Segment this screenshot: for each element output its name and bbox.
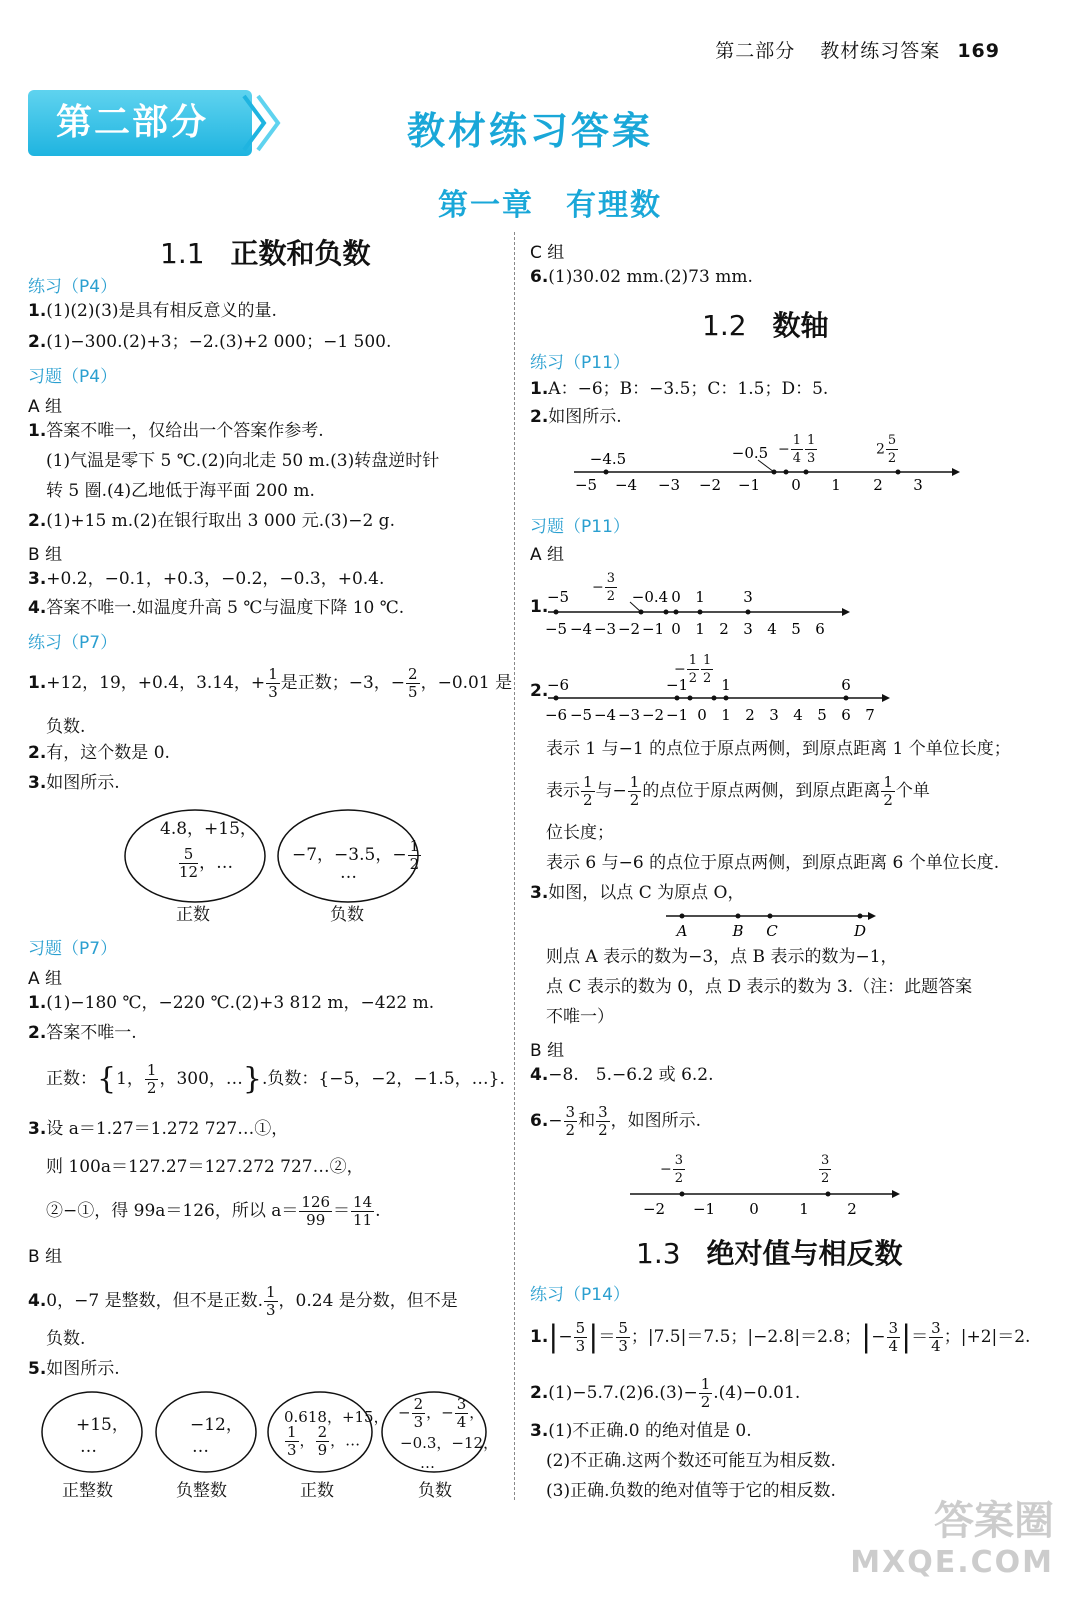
set-label: 负数 [330,905,364,925]
exercise-label: 练习（P4） [28,277,118,297]
svg-text:−2: −2 [698,476,722,494]
answer-line: 表示 1 与−1 的点位于原点两侧，到原点距离 1 个单位长度； [546,739,1011,759]
set-item: … [80,1437,97,1457]
svg-text:−5: −5 [574,476,598,494]
svg-text:0: 0 [671,588,681,606]
page-number: 169 [957,40,1000,62]
answer-line: 2.(1)+15 m.(2)在银行取出 3 000 元.(3)−2 g. [28,511,395,531]
answer-line: 则 100a＝127.2̇7̇＝127.272 727…②， [46,1157,364,1177]
svg-text:1: 1 [721,676,731,694]
svg-text:−5: −5 [544,620,568,638]
problem-label: 习题（P7） [28,939,118,959]
chevron-icon [240,90,290,156]
part-banner: 第二部分 [28,90,252,156]
answer-line: ②−①，得 99a＝126，所以 a＝ $\frac{126}{99}$ ＝ $\frac{14}{11}$ . [46,1193,381,1229]
answer-line: 3.如图所示. [28,773,120,793]
svg-text:4: 4 [767,620,777,638]
answer-line: 位长度； [546,823,614,843]
answer-line: 4.0，−7 是整数，但不是正数. $\frac{1}{3}$ ，0.24 是分数，但不是 [28,1283,458,1319]
group-label: B 组 [530,1041,565,1061]
axis-fraction: − $\frac{3}{2}$ [660,1153,684,1186]
svg-text:−4: −4 [614,476,638,494]
group-label: B 组 [28,1247,63,1267]
section-1-2-title: 1.2 数轴 [702,309,829,342]
axis-fraction: − $\frac{3}{2}$ [592,571,616,604]
set-item: −0.3，−12， [400,1434,499,1452]
svg-text:2: 2 [873,476,883,494]
set-item: … [420,1454,435,1472]
answer-line: 2.(1)−300.(2)+3；−2.(3)+2 000；−1 500. [28,332,392,352]
svg-text:3: 3 [743,620,753,638]
answer-line: 2. [530,681,549,701]
svg-text:−4.5: −4.5 [589,450,627,468]
answer-line: (2)不正确.这两个数还可能互为相反数. [546,1451,836,1471]
set-item: … [192,1437,209,1457]
answer-line: 5.如图所示. [28,1359,120,1379]
svg-text:−0.4: −0.4 [631,588,669,606]
svg-text:−1: −1 [692,1200,716,1218]
set-item: −7，−3.5，− $\frac{1}{2}$ [292,837,420,873]
svg-text:2: 2 [745,706,755,724]
answer-line: 表示 6 与−6 的点位于原点两侧，到原点距离 6 个单位长度. [546,853,1000,873]
number-line-abcd [660,904,890,944]
group-label: A 组 [530,545,565,565]
answer-line: 3.+0.2，−0.1，+0.3，−0.2，−0.3，+0.4. [28,569,385,589]
svg-text:−2: −2 [617,620,641,638]
section-1-1-title: 1.1 正数和负数 [160,237,371,270]
column-divider [514,232,515,1500]
answer-line: 4.−8. 5.−6.2 或 6.2. [530,1065,714,1085]
svg-text:−4: −4 [593,706,617,724]
exercise-label: 练习（P7） [28,633,118,653]
svg-text:−1: −1 [665,706,689,724]
answer-line: 正数：{1， $\frac{1}{2}$ ，300，…}.负数：{−5，−2，−1.5，…}. [46,1061,505,1097]
answer-line: 3.如图，以点 C 为原点 O， [530,883,745,903]
answer-line: 1. [530,597,549,617]
axis-fraction: − $\frac{1}{2}$ $\frac{1}{2}$ [674,653,712,686]
header-part: 第二部分 [715,40,796,62]
answer-line: 6.− $\frac{3}{2}$ 和 $\frac{3}{2}$ ，如图所示. [530,1103,702,1139]
svg-text:−0.5: −0.5 [731,444,769,462]
set-item: 4.8，+15， [160,819,257,839]
group-label: A 组 [28,969,63,989]
answer-line: 负数. [46,1329,86,1349]
svg-text:1: 1 [721,706,731,724]
svg-text:7: 7 [865,706,875,724]
svg-text:2: 2 [719,620,729,638]
answer-line: 则点 A 表示的数为−3，点 B 表示的数为−1， [546,947,898,967]
svg-text:−1: −1 [737,476,761,494]
svg-text:−3: −3 [593,620,617,638]
answer-line: 2.如图所示. [530,407,622,427]
answer-line: (3)正确.负数的绝对值等于它的相反数. [546,1481,836,1501]
set-item: … [340,863,357,883]
svg-text:1: 1 [799,1200,809,1218]
set-label: 负整数 [176,1481,227,1501]
answer-line: 3.设 a＝1.2̇7̇＝1.272 727…①， [28,1119,289,1139]
set-item: 0.618，+15， [284,1408,389,1426]
problem-label: 习题（P11） [530,517,630,537]
answer-line: 1.+12，19，+0.4，3.14，+ $\frac{1}{3}$ 是正数；−3，− $\frac{2}{5}$ ，−0.01 是 [28,665,513,701]
svg-text:0: 0 [697,706,707,724]
svg-text:3: 3 [769,706,779,724]
axis-fraction: − $\frac{1}{4}$ $\frac{1}{3}$ [778,433,816,466]
svg-text:−5: −5 [569,706,593,724]
answer-line: 2.答案不唯一. [28,1023,137,1043]
svg-text:5: 5 [791,620,801,638]
svg-text:−4: −4 [569,620,593,638]
svg-text:0: 0 [749,1200,759,1218]
svg-text:−2: −2 [642,1200,666,1218]
set-label: 正整数 [62,1481,113,1501]
svg-text:1: 1 [831,476,841,494]
svg-text:−6: −6 [546,676,570,694]
svg-text:3: 3 [743,588,753,606]
svg-text:5: 5 [817,706,827,724]
svg-text:−1: −1 [641,620,665,638]
answer-line: 1.(1)−180 ℃，−220 ℃.(2)+3 812 m，−422 m. [28,993,435,1013]
answer-line: 不唯一） [546,1007,614,1027]
svg-text:6: 6 [815,620,825,638]
answer-line: 表示 $\frac{1}{2}$ 与− $\frac{1}{2}$ 的点位于原点两侧，到原点距离 $\frac{1}{2}$ 个单 [546,773,930,809]
set-label: 负数 [418,1481,452,1501]
svg-text:0: 0 [791,476,801,494]
group-label: C 组 [530,243,565,263]
svg-text:6: 6 [841,706,851,724]
watermark: 答案圈 MXQE.COM [850,1498,1054,1580]
set-item: $\frac{1}{3}$ ， $\frac{2}{9}$ ，… [287,1423,361,1459]
answer-line: 4.答案不唯一.如温度升高 5 ℃与温度下降 10 ℃. [28,598,405,618]
svg-text:−3: −3 [617,706,641,724]
svg-text:−6: −6 [544,706,568,724]
svg-text:4: 4 [793,706,803,724]
page-title: 教材练习答案 [406,109,653,153]
exercise-label: 练习（P14） [530,1285,630,1305]
set-item: $\frac{5}{12}$ ，… [179,845,234,881]
axis-fraction: 2 $\frac{5}{2}$ [876,433,897,466]
svg-text:−3: −3 [657,476,681,494]
svg-text:−5: −5 [546,588,570,606]
answer-line: 1.答案不唯一，仅给出一个答案作参考. [28,421,324,441]
svg-text:2: 2 [847,1200,857,1218]
set-item: − $\frac{2}{3}$ ，− $\frac{3}{4}$ ， [398,1395,485,1431]
number-line-2 [540,574,860,646]
answer-line: 1.A：−6；B：−3.5；C：1.5；D：5. [530,379,829,399]
svg-text:D: D [853,922,867,940]
number-line-3 [540,656,900,730]
set-label: 正数 [176,905,210,925]
set-item: +15， [76,1415,129,1435]
answer-line: 6.(1)30.02 mm.(2)73 mm. [530,267,753,287]
chapter-title: 第一章 有理数 [438,188,662,223]
answer-line: (1)气温是零下 5 ℃.(2)向北走 50 m.(3)转盘逆时针 [46,451,440,471]
set-item: −12， [190,1415,243,1435]
header-section: 教材练习答案 [820,40,941,62]
answer-line: 2.(1)−5.7.(2)6.(3)− $\frac{1}{2}$ .(4)−0.01. [530,1375,801,1411]
number-line-1 [560,430,970,500]
svg-text:−1: −1 [665,676,689,694]
set-label: 正数 [300,1481,334,1501]
section-1-3-title: 1.3 绝对值与相反数 [636,1237,903,1270]
problem-label: 习题（P4） [28,367,118,387]
svg-text:B: B [732,922,744,940]
answer-line: 转 5 圈.(4)乙地低于海平面 200 m. [46,481,315,501]
running-header [715,36,1000,63]
svg-text:A: A [676,922,688,940]
answer-line: 点 C 表示的数为 0，点 D 表示的数为 3.（注：此题答案 [546,977,973,997]
answer-line: 负数. [46,717,86,737]
answer-line: 1.|− $\frac{5}{3}$ |＝ $\frac{5}{3}$ ；|7.5|＝7.5；|−2.8|＝2.8；|− $\frac{3}{4}$ |＝ $\frac{3}{4}$ ；|+2|＝2. [530,1319,1031,1355]
svg-text:6: 6 [841,676,851,694]
group-label: B 组 [28,545,63,565]
group-label: A 组 [28,397,63,417]
svg-text:0: 0 [671,620,681,638]
svg-text:−2: −2 [641,706,665,724]
answer-line: 3.(1)不正确.0 的绝对值是 0. [530,1421,752,1441]
exercise-label: 练习（P11） [530,353,630,373]
svg-text:1: 1 [695,588,705,606]
svg-text:C: C [766,922,778,940]
svg-text:1: 1 [695,620,705,638]
answer-line: 2.有，这个数是 0. [28,743,170,763]
axis-fraction: $\frac{3}{2}$ [821,1153,830,1186]
answer-line: 1.(1)(2)(3)是具有相反意义的量. [28,301,277,321]
svg-text:3: 3 [913,476,923,494]
